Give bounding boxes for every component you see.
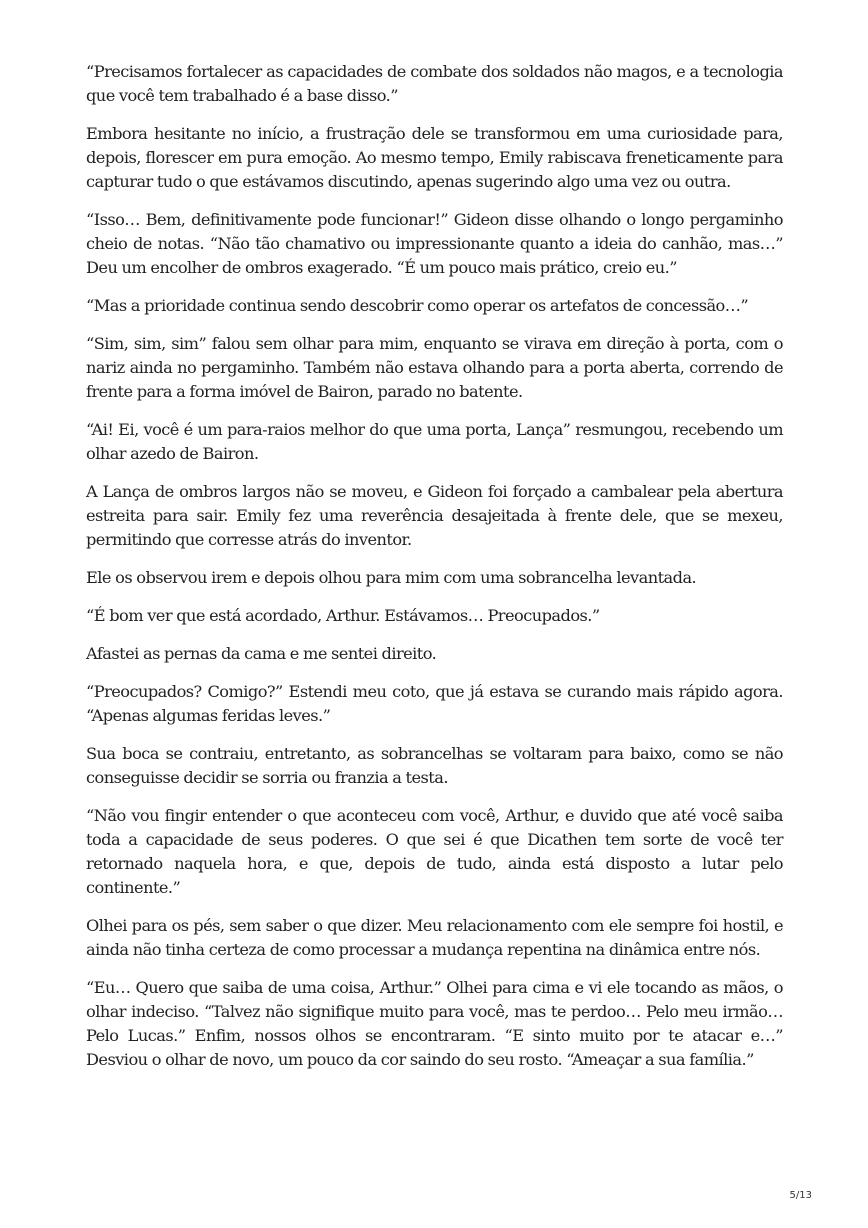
- page-number: 5/13: [789, 1190, 812, 1201]
- paragraph: “Precisamos fortalecer as capacidades de combate dos soldados não magos, e a tecnologia que você tem trabalhado é a base disso.”: [86, 62, 783, 105]
- paragraph: Afastei as pernas da cama e me sentei direito.: [86, 644, 437, 663]
- paragraph: Embora hesitante no início, a frustração dele se transformou em uma curiosidade para, depois, florescer em pura emoção. Ao mesmo tempo, Emily rabiscava freneticamente para capturar tudo o que estávamos discutindo, apenas sugerindo algo uma vez ou outra.: [86, 124, 783, 191]
- paragraph: Sua boca se contraiu, entretanto, as sobrancelhas se voltaram para baixo, como se não conseguisse decidir se sorria ou franzia a testa.: [86, 744, 783, 787]
- paragraph: “É bom ver que está acordado, Arthur. Estávamos… Preocupados.”: [86, 606, 600, 625]
- paragraph: “Não vou fingir entender o que aconteceu com você, Arthur, e duvido que até você saiba toda a capacidade de seus poderes. O que sei é que Dicathen tem sorte de você ter retornado naquela hora, e que, depois de tudo, ainda está disposto a lutar pelo continente.”: [86, 806, 783, 897]
- paragraph: Ele os observou irem e depois olhou para mim com uma sobrancelha levantada.: [86, 568, 697, 587]
- paragraph: “Eu… Quero que saiba de uma coisa, Arthur.” Olhei para cima e vi ele tocando as mãos, o olhar indeciso. “Talvez não signifique muito para você, mas te perdoo… Pelo meu irmão… Pelo Lucas.” Enfim, nossos olhos se encontraram. “E sinto muito por te atacar e…” Desviou o olhar de novo, um pouco da cor saindo do seu rosto. “Ameaçar a sua família.”: [86, 978, 783, 1069]
- paragraph: “Mas a prioridade continua sendo descobrir como operar os artefatos de concessão…”: [86, 296, 749, 315]
- paragraph: “Isso… Bem, definitivamente pode funcionar!” Gideon disse olhando o longo pergaminho cheio de notas. “Não tão chamativo ou impressionante quanto a ideia do canhão, mas…” Deu um encolher de ombros exagerado. “É um pouco mais prático, creio eu.”: [86, 210, 783, 277]
- paragraph: A Lança de ombros largos não se moveu, e Gideon foi forçado a cambalear pela abertura estreita para sair. Emily fez uma reverência desajeitada à frente dele, que se mexeu, permitindo que corresse atrás do inventor.: [86, 482, 783, 549]
- paragraph: “Preocupados? Comigo?” Estendi meu coto, que já estava se curando mais rápido agora. “Apenas algumas feridas leves.”: [86, 682, 783, 725]
- document-body: [86, 60, 783, 1086]
- paragraph: “Ai! Ei, você é um para-raios melhor do que uma porta, Lança” resmungou, recebendo um olhar azedo de Bairon.: [86, 420, 783, 463]
- paragraph: “Sim, sim, sim” falou sem olhar para mim, enquanto se virava em direção à porta, com o nariz ainda no pergaminho. Também não estava olhando para a porta aberta, correndo de frente para a forma imóvel de Bairon, parado no batente.: [86, 334, 783, 401]
- paragraph: Olhei para os pés, sem saber o que dizer. Meu relacionamento com ele sempre foi hostil, e ainda não tinha certeza de como processar a mudança repentina na dinâmica entre nós.: [86, 916, 783, 959]
